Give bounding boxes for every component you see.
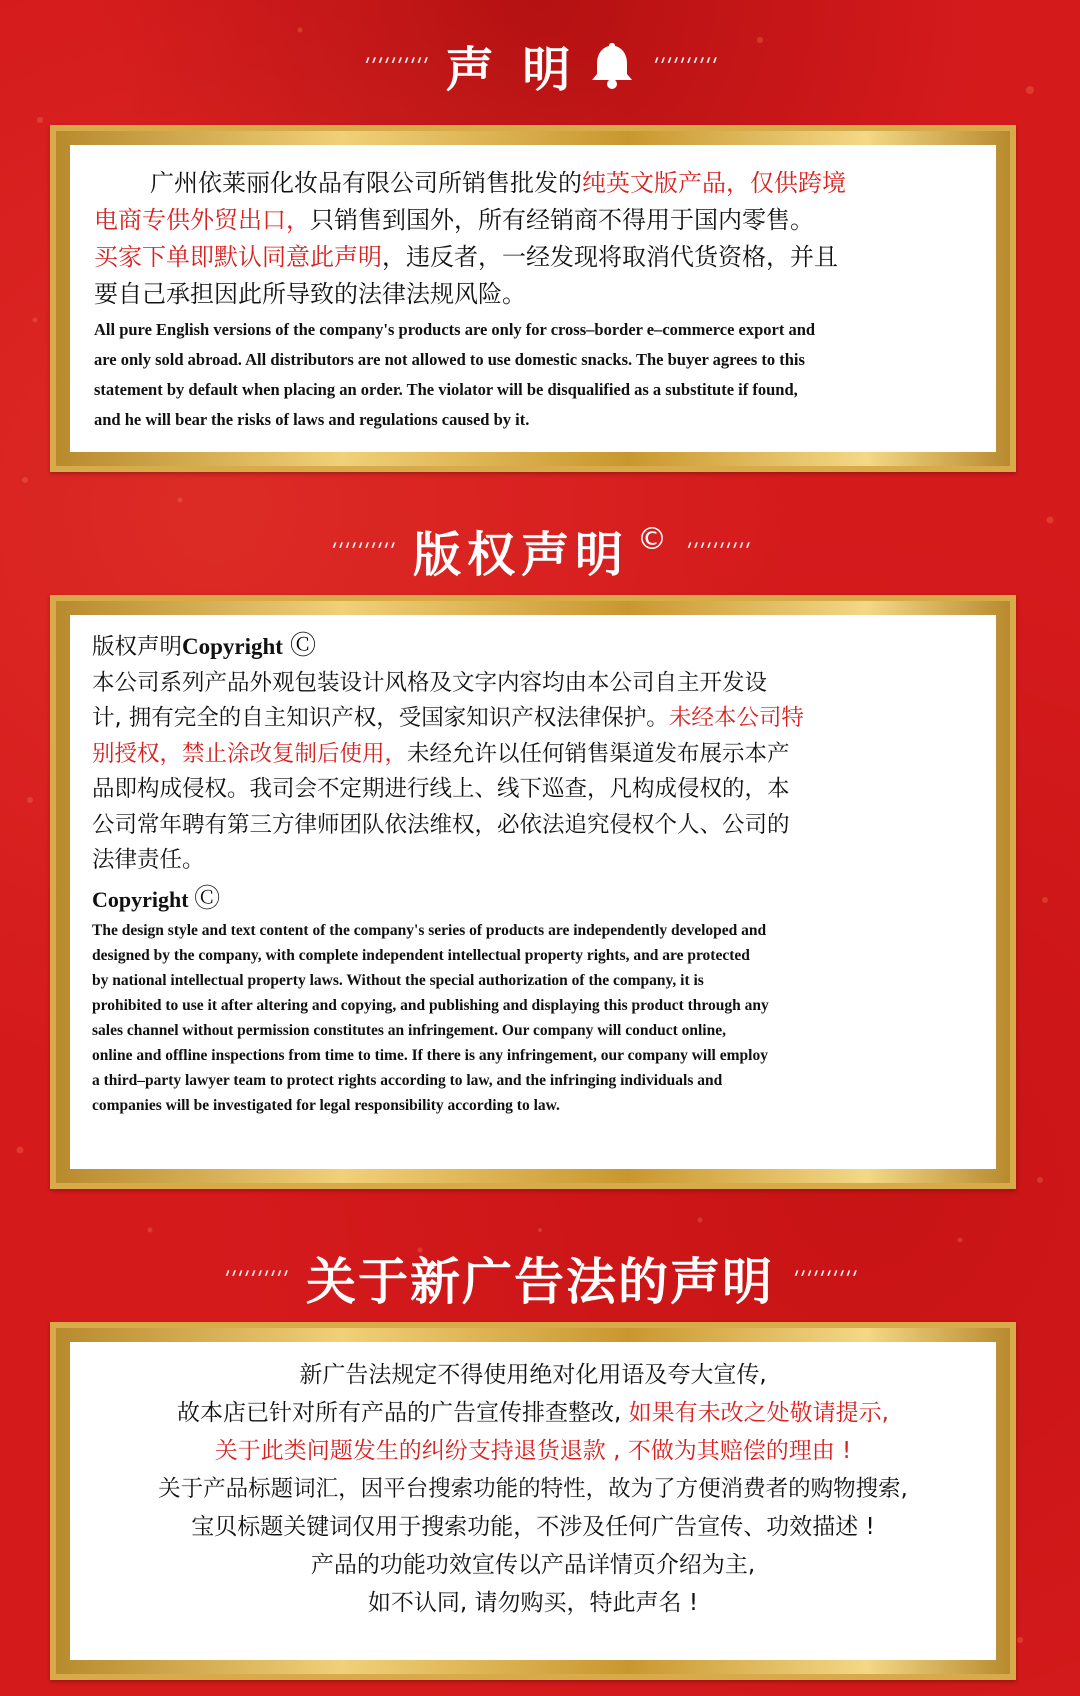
statement-en-line: All pure English versions of the company's products are only for cross–border e–commerce export and	[94, 320, 816, 339]
copyright-en-line: companies will be investigated for legal responsibility according to law.	[92, 1096, 560, 1114]
copyright-symbol: ©	[637, 521, 667, 557]
copyright-cn-line-5: 公司常年聘有第三方律师团队依法维权，必依法追究侵权个人、公司的	[92, 811, 790, 838]
copyright-icon: Ⓒ	[194, 883, 221, 913]
copyright-en-title: Copyright Ⓒ	[92, 881, 974, 918]
title-decoration-left: ''''''''''	[325, 538, 400, 562]
copyright-header: 版权声明Copyright Ⓒ	[92, 631, 316, 661]
ad-law-line-6: 产品的功能功效宣传以产品详情页介绍为主,	[310, 1552, 756, 1578]
section2-title-bar	[0, 515, 1080, 585]
section3-title-bar	[0, 1240, 1080, 1316]
title-decoration-right: ''''''''''	[787, 1266, 862, 1290]
section1-title-bar	[0, 30, 1080, 100]
title-decoration-right: ''''''''''	[680, 538, 755, 562]
copyright-en-line: The design style and text content of the company's series of products are independently developed and	[92, 921, 767, 939]
copyright-en-line: prohibited to use it after altering and copying, and publishing and displaying this product through any	[92, 996, 769, 1014]
statement-frame	[50, 125, 1016, 472]
title-decoration-left: ''''''''''	[218, 1266, 293, 1290]
ad-law-line-2: 故本店已针对所有产品的广告宣传排查整改, 如果有未改之处敬请提示,	[177, 1400, 889, 1426]
bell-icon	[590, 40, 634, 90]
section1-title: 声 明	[445, 41, 577, 98]
copyright-panel	[70, 615, 996, 1169]
ad-law-line-3: 关于此类问题发生的纠纷支持退货退款 , 不做为其赔偿的理由 !	[214, 1438, 852, 1464]
statement-cn-line-2: 电商专供外贸出口，只销售到国外，所有经销商不得用于国内零售。	[94, 206, 814, 234]
statement-en-line: statement by default when placing an order. The violator will be disqualified as a substitute if found,	[94, 380, 798, 399]
copyright-frame	[50, 595, 1016, 1189]
statement-en-paragraph	[94, 315, 972, 435]
ad-law-line-7: 如不认同, 请勿购买，特此声名 !	[367, 1590, 699, 1616]
title-decoration-right: ''''''''''	[647, 53, 722, 77]
copyright-en-line: sales channel without permission constitutes an infringement. Our company will conduct online,	[92, 1021, 726, 1039]
statement-en-line: are only sold abroad. All distributors are not allowed to use domestic snacks. The buyer agrees to this	[94, 350, 805, 369]
copyright-en-line: online and offline inspections from time to time. If there is any infringement, our company will employ	[92, 1046, 768, 1064]
section2-title: 版权声明	[412, 526, 629, 583]
copyright-icon: Ⓒ	[289, 631, 316, 661]
copyright-en-line: a third–party lawyer team to protect rights according to law, and the infringing individuals and	[92, 1071, 723, 1089]
copyright-cn-line-1: 本公司系列产品外观包装设计风格及文字内容均由本公司自主开发设	[92, 669, 768, 696]
ad-law-panel	[70, 1342, 996, 1660]
title-decoration-left: ''''''''''	[358, 53, 433, 77]
copyright-cn-line-2: 计, 拥有完全的自主知识产权，受国家知识产权法律保护。未经本公司特	[92, 705, 804, 731]
copyright-cn-line-3: 别授权，禁止涂改复制后使用，未经允许以任何销售渠道发布展示本产	[92, 740, 790, 767]
copyright-cn-line-4: 品即构成侵权。我司会不定期进行线上、线下巡查，凡构成侵权的，本	[92, 776, 790, 802]
statement-cn-line-4: 要自己承担因此所导致的法律法规风险。	[94, 280, 526, 308]
copyright-en-line: by national intellectual property laws. Without the special authorization of the company, it is	[92, 971, 704, 989]
copyright-en-paragraph	[92, 918, 974, 1118]
statement-cn-line-1: 广州依莱丽化妆品有限公司所销售批发的纯英文版产品，仅供跨境	[150, 169, 846, 197]
copyright-en-line: designed by the company, with complete independent intellectual property rights, and are protected	[92, 946, 750, 964]
statement-en-line: and he will bear the risks of laws and regulations caused by it.	[94, 410, 530, 429]
copyright-cn-line-6: 法律责任。	[92, 847, 205, 873]
ad-law-line-1: 新广告法规定不得使用绝对化用语及夸大宣传,	[299, 1362, 767, 1388]
section3-title: 关于新广告法的声明	[306, 1253, 774, 1311]
ad-law-frame	[50, 1322, 1016, 1680]
statement-cn-line-3: 买家下单即默认同意此声明，违反者，一经发现将取消代货资格，并且	[94, 243, 838, 271]
ad-law-line-4: 关于产品标题词汇，因平台搜索功能的特性，故为了方便消费者的购物搜索,	[158, 1476, 908, 1502]
statement-panel	[70, 145, 996, 452]
ad-law-line-5: 宝贝标题关键词仅用于搜索功能，不涉及任何广告宣传、功效描述 !	[191, 1514, 875, 1540]
